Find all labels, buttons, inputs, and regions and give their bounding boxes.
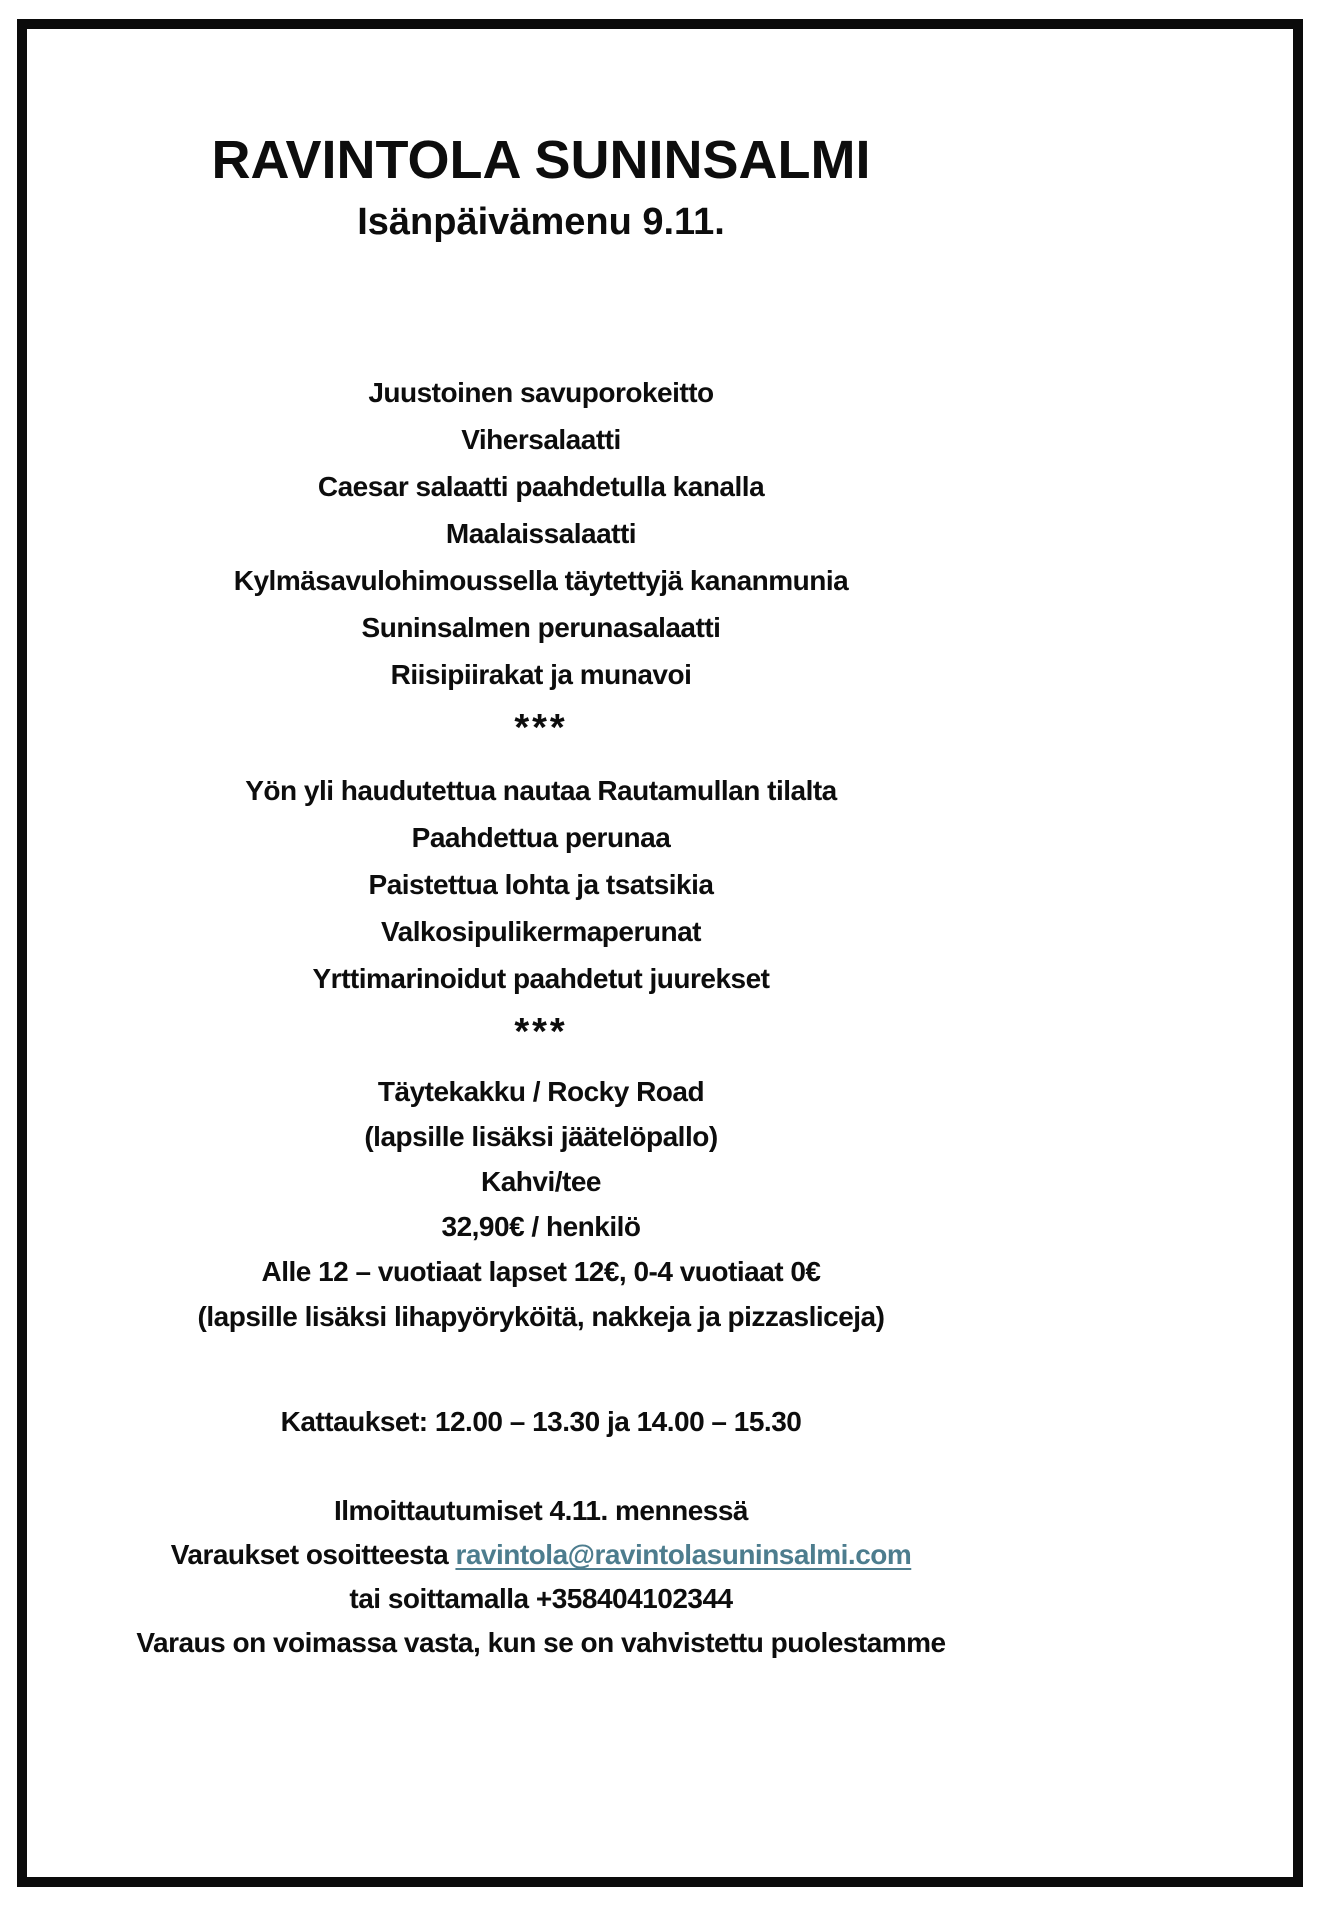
email-link[interactable]: ravintola@ravintolasuninsalmi.com	[455, 1539, 912, 1570]
menu-item-main: Yrttimarinoidut paahdetut juurekset	[312, 963, 770, 994]
children-extras-note: (lapsille lisäksi lihapyöryköitä, nakkeja ja pizzasliceja)	[197, 1301, 885, 1332]
menu-item-starter: Kylmäsavulohimoussella täytettyjä kananmunia	[233, 565, 849, 596]
menu-item-dessert: Täytekakku / Rocky Road	[377, 1076, 705, 1107]
menu-item-main: Paistettua lohta ja tsatsikia	[368, 869, 714, 900]
reservation-email-line	[27, 1533, 1055, 1577]
menu-item-main: Valkosipulikermaperunat	[381, 916, 701, 947]
menu-item-dessert: Kahvi/tee	[481, 1166, 601, 1197]
mains-section	[27, 767, 1055, 1053]
menu-item-starter: Maalaissalaatti	[445, 518, 637, 549]
confirmation-note: Varaus on voimassa vasta, kun se on vahvistettu puolestamme	[136, 1627, 946, 1658]
menu-item-main: Paahdettua perunaa	[411, 822, 671, 853]
reservation-phone-line: tai soittamalla +358404102344	[349, 1583, 733, 1614]
registration-deadline: Ilmoittautumiset 4.11. mennessä	[334, 1495, 748, 1526]
desserts-and-pricing-section	[27, 1069, 1055, 1339]
booking-section	[27, 1489, 1055, 1665]
starters-section	[27, 369, 1055, 749]
course-divider: ***	[514, 1010, 568, 1053]
menu-item-starter: Riisipiirakat ja munavoi	[390, 659, 692, 690]
price-adult: 32,90€ / henkilö	[441, 1211, 641, 1242]
reservation-prefix: Varaukset osoitteesta	[170, 1539, 449, 1570]
seatings-times: Kattaukset: 12.00 – 13.30 ja 14.00 – 15.30	[280, 1406, 802, 1437]
menu-page	[27, 0, 1055, 1665]
menu-title: Isänpäivämenu 9.11.	[357, 201, 725, 243]
menu-item-starter: Vihersalaatti	[461, 424, 621, 455]
menu-item-starter: Caesar salaatti paahdetulla kanalla	[317, 471, 765, 502]
price-children: Alle 12 – vuotiaat lapset 12€, 0-4 vuotiaat 0€	[261, 1256, 821, 1287]
menu-item-main: Yön yli haudutettua nautaa Rautamullan tilalta	[245, 775, 837, 806]
menu-item-dessert: (lapsille lisäksi jäätelöpallo)	[364, 1121, 718, 1152]
restaurant-name: RAVINTOLA SUNINSALMI	[211, 130, 871, 190]
menu-item-starter: Suninsalmen perunasalaatti	[361, 612, 721, 643]
course-divider: ***	[514, 706, 568, 749]
menu-item-starter: Juustoinen savuporokeitto	[368, 377, 714, 408]
